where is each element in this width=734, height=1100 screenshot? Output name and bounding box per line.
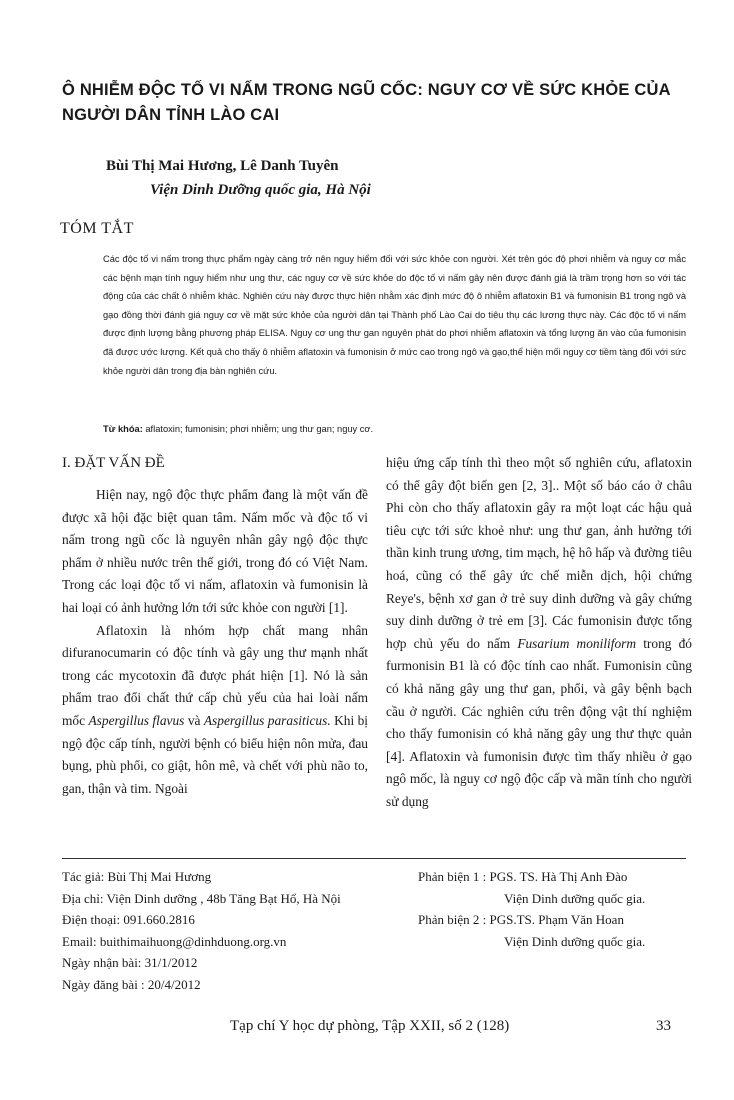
paragraph-text: Aflatoxin là nhóm hợp chất mang nhân difuranocumarin có độc tính và gây ung thư mạnh nhất trong các mycotoxin đã được phát hiện [1]. Nó là sản phẩm trao đổi chất thứ cấp chủ yếu của hai loài nấm mốc (62, 622, 368, 728)
reviewer-2: Phản biện 2 : PGS.TS. Phạm Văn Hoan (418, 912, 624, 927)
footnote-address: Địa chỉ: Viện Dinh dưỡng , 48b Tăng Bạt Hổ, Hà Nội (62, 890, 341, 906)
keywords-label: Từ khóa: (103, 424, 143, 434)
author-footnote (62, 866, 422, 995)
species-name: Aspergillus parasiticus. (203, 712, 331, 728)
authors: Bùi Thị Mai Hương, Lê Danh Tuyên (106, 158, 339, 174)
paragraph-text: hiệu ứng cấp tính thì theo một số nghiên cứu, aflatoxin có thể gây đột biến gen [2, 3].. Một số báo cáo ở châu Phi còn cho thấy aflatoxin gây ra một loạt các hậu quả tiêu cực tới sức khoẻ như: ung thư gan, ảnh hưởng tới thần kinh trung ương, tim mạch, hệ hô hấp và đường tiêu hoá, cũng có thể gây ức chế miễn dịch, hội chứng Reye's, bệnh xơ gan ở trẻ suy dinh dưỡng và gây chứng suy dinh dưỡng ở trẻ em [3]. Các fumonisin được tổng hợp chủ yếu do nấm (386, 455, 692, 651)
footnote-published-date: Ngày đăng bài : 20/4/2012 (62, 976, 201, 992)
paragraph-text: và (184, 712, 204, 728)
abstract-text: Các độc tố vi nấm trong thực phẩm ngày càng trở nên nguy hiểm đối với sức khỏe con người. Xét trên góc độ phơi nhiễm và nguy cơ mắc các bệnh mạn tính nguy hiểm như ung thư, các nguy cơ về sức khỏe do độc tố vi nấm gây nên được đánh giá là trầm trọng hơn so với tác động của các chất ô nhiễm khác. Nghiên cứu này được thực hiện nhằm xác định mức độ ô nhiễm aflatoxin B1 và fumonisin B1 trong ngô và gạo đồng thời đánh giá nguy cơ về mặt sức khỏe của người dân tại Thành phố Lào Cai do tiêu thụ các lương thực này. Các độc tố vi nấm được định lượng bằng phương pháp ELISA. Nguy cơ ung thư gan nguyên phát do phơi nhiễm aflatoxin và tổng lượng ăn vào của fumonisin đã được ước lượng. Kết quả cho thấy ô nhiễm aflatoxin và fumonisin ở mức cao trong ngô và gạo,thể hiện mối nguy cơ tiềm tàng đối với sức khỏe người dân trong địa bàn nghiên cứu. (103, 254, 686, 376)
reviewer-1: Phản biện 1 : PGS. TS. Hà Thị Anh Đào (418, 869, 628, 884)
journal-citation: Tạp chí Y học dự phòng, Tập XXII, số 2 (128) (230, 1018, 510, 1034)
affiliation: Viện Dinh Dưỡng quốc gia, Hà Nội (150, 182, 371, 198)
footnote-email: Email: buithimaihuong@dinhduong.org.vn (62, 933, 287, 949)
reviewer-1-institution: Viện Dinh dưỡng quốc gia. (504, 890, 646, 906)
abstract-body (103, 250, 686, 380)
reviewers (418, 866, 708, 952)
reviewer-2-institution: Viện Dinh dưỡng quốc gia. (504, 933, 646, 949)
species-name: Aspergillus flavus (88, 712, 185, 728)
keywords (103, 420, 686, 438)
abstract-heading: TÓM TẮT (60, 220, 134, 237)
page-number: 33 (656, 1018, 671, 1034)
section-heading: I. ĐẶT VẤN ĐỀ (62, 455, 165, 471)
paragraph-aflatoxin (62, 620, 368, 801)
keywords-list: aflatoxin; fumonisin; phơi nhiễm; ung thư gan; nguy cơ. (142, 424, 374, 434)
paragraph-intro: Hiện nay, ngộ độc thực phẩm đang là một vấn đề được xã hội đặc biệt quan tâm. Nấm mốc và độc tố vi nấm trong ngũ cốc là nguyên nhân gây ngộ độc thực phẩm ở nhiều nước trên thế giới, trong đó có Việt Nam. Trong các loại độc tố vi nấm, aflatoxin và fumonisin là hai loại có ảnh hưởng lớn tới sức khỏe con người [1]. (62, 487, 368, 615)
species-name: Fusarium moniliform (517, 635, 637, 651)
footnote-received-date: Ngày nhận bài: 31/1/2012 (62, 955, 198, 970)
footnote-phone: Điện thoại: 091.660.2816 (62, 912, 195, 927)
paragraph-continued (386, 452, 692, 814)
paragraph-text: Khi bị ngộ độc cấp tính, người bệnh có biểu hiện nôn mửa, đau bụng, phù phổi, co giật, hôn mê, và chết với phù não to, gan, thận và tim. Ngoài (62, 712, 369, 796)
left-column (62, 452, 368, 800)
footnote-divider (62, 858, 686, 859)
paragraph-text: trong đó furmonisin B1 là có độc tính cao nhất. Fumonisin cũng có khả năng gây ung thư gan, phổi, và gây bệnh bạch cầu ở người. Các nghiên cứu trên động vật thí nghiệm cho thấy fumonisin có khả năng gây ung thư thực quản [4]. Aflatoxin và fumonisin được tìm thấy nhiều ở gạo ngô mốc, là nguy cơ ngộ độc cấp và mãn tính cho người sử dụng (386, 635, 693, 809)
footnote-author: Tác giả: Bùi Thị Mai Hương (62, 869, 212, 884)
article-title: Ô NHIỄM ĐỘC TỐ VI NẤM TRONG NGŨ CỐC: NGUY CƠ VỀ SỨC KHỎE CỦA NGƯỜI DÂN TỈNH LÀO CAI (62, 81, 671, 124)
right-column (386, 452, 692, 814)
